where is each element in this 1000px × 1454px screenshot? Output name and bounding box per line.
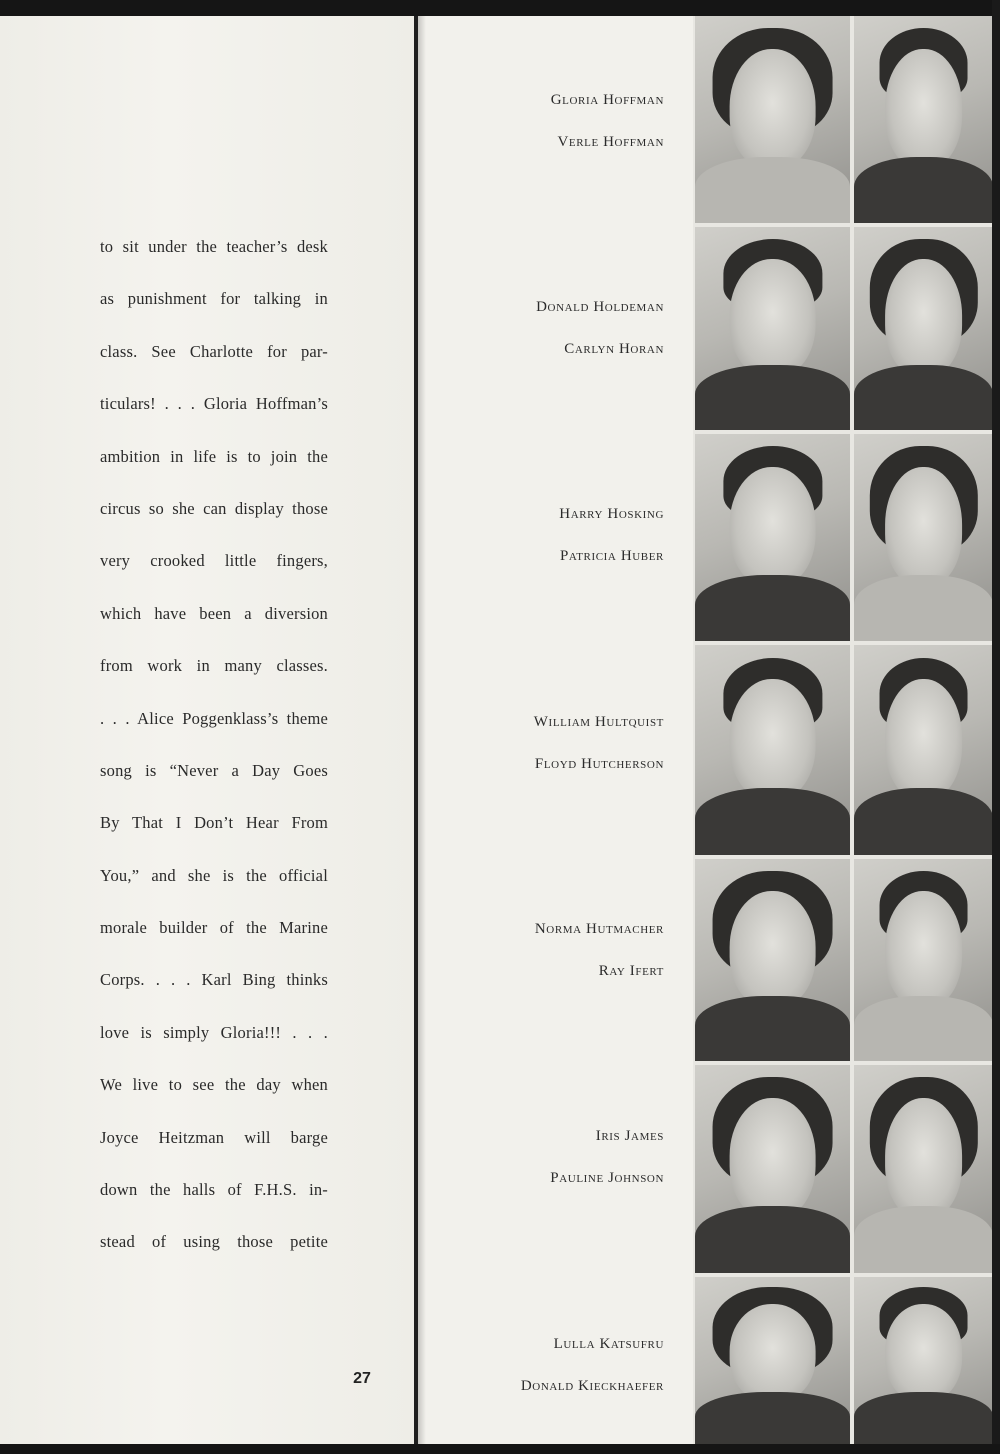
portrait-photo: [695, 16, 850, 223]
text-line: down the halls of F.H.S. in-: [100, 1180, 328, 1200]
portrait-photo: [854, 859, 993, 1061]
portrait-photo: [695, 859, 850, 1061]
narrative-column: [100, 232, 328, 1280]
text-line: . . . Alice Poggenklass’s theme: [100, 708, 328, 728]
student-name-right: Pauline Johnson: [550, 1170, 664, 1186]
portrait-photo: [854, 1065, 993, 1273]
text-line: Joyce Heitzman will barge: [100, 1127, 328, 1147]
text-line: You,” and she is the official: [100, 865, 328, 885]
text-line: stead of using those petite: [100, 1232, 328, 1252]
student-name-left: Gloria Hoffman: [550, 92, 664, 108]
portrait-photo: [854, 1277, 993, 1446]
text-line: morale builder of the Marine: [100, 918, 328, 938]
gutter-shadow: [418, 16, 426, 1446]
portrait-grid: [693, 16, 993, 1446]
student-name-right: Ray Ifert: [598, 963, 664, 979]
student-name-left: Norma Hutmacher: [534, 921, 664, 937]
portrait-photo: [695, 1065, 850, 1273]
portrait-photo: [854, 645, 993, 855]
student-name-right: Floyd Hutcherson: [534, 756, 664, 772]
portrait-photo: [695, 227, 850, 430]
text-line: By That I Don’t Hear From: [100, 813, 328, 833]
portrait-photo: [695, 434, 850, 641]
text-line: song is “Never a Day Goes: [100, 760, 328, 780]
scan-top-edge: [0, 0, 1000, 16]
portrait-photo: [854, 227, 993, 430]
portrait-photo: [854, 434, 993, 641]
student-name-right: Patricia Huber: [559, 548, 664, 564]
portrait-photo: [854, 16, 993, 223]
student-name-left: Harry Hosking: [559, 506, 664, 522]
student-name-right: Verle Hoffman: [557, 134, 664, 150]
student-name-right: Carlyn Horan: [564, 341, 664, 357]
scan-right-edge: [992, 0, 1000, 1454]
student-name-left: William Hultquist: [533, 714, 664, 730]
text-line: class. See Charlotte for par-: [100, 341, 328, 361]
text-line: ticulars! . . . Gloria Hoffman’s: [100, 394, 328, 414]
page-number: 27: [353, 1370, 371, 1387]
student-name-left: Lulla Katsufru: [553, 1336, 664, 1352]
text-line: Corps. . . . Karl Bing thinks: [100, 970, 328, 990]
text-line: to sit under the teacher’s desk: [100, 237, 328, 256]
text-line: as punishment for talking in: [100, 289, 328, 309]
student-name-left: Donald Holdeman: [536, 299, 664, 315]
scan-bottom-edge: [0, 1444, 1000, 1454]
portrait-photo: [695, 1277, 850, 1446]
student-name-right: Donald Kieckhaefer: [520, 1378, 664, 1394]
text-line: ambition in life is to join the: [100, 446, 328, 466]
text-line: which have been a diversion: [100, 603, 328, 623]
text-line: from work in many classes.: [100, 656, 328, 676]
student-name-left: Iris James: [595, 1128, 664, 1144]
text-line: circus so she can display those: [100, 498, 328, 518]
text-line: very crooked little fingers,: [100, 551, 328, 571]
text-line: love is simply Gloria!!! . . .: [100, 1022, 328, 1042]
text-line: We live to see the day when: [100, 1075, 328, 1095]
portrait-photo: [695, 645, 850, 855]
